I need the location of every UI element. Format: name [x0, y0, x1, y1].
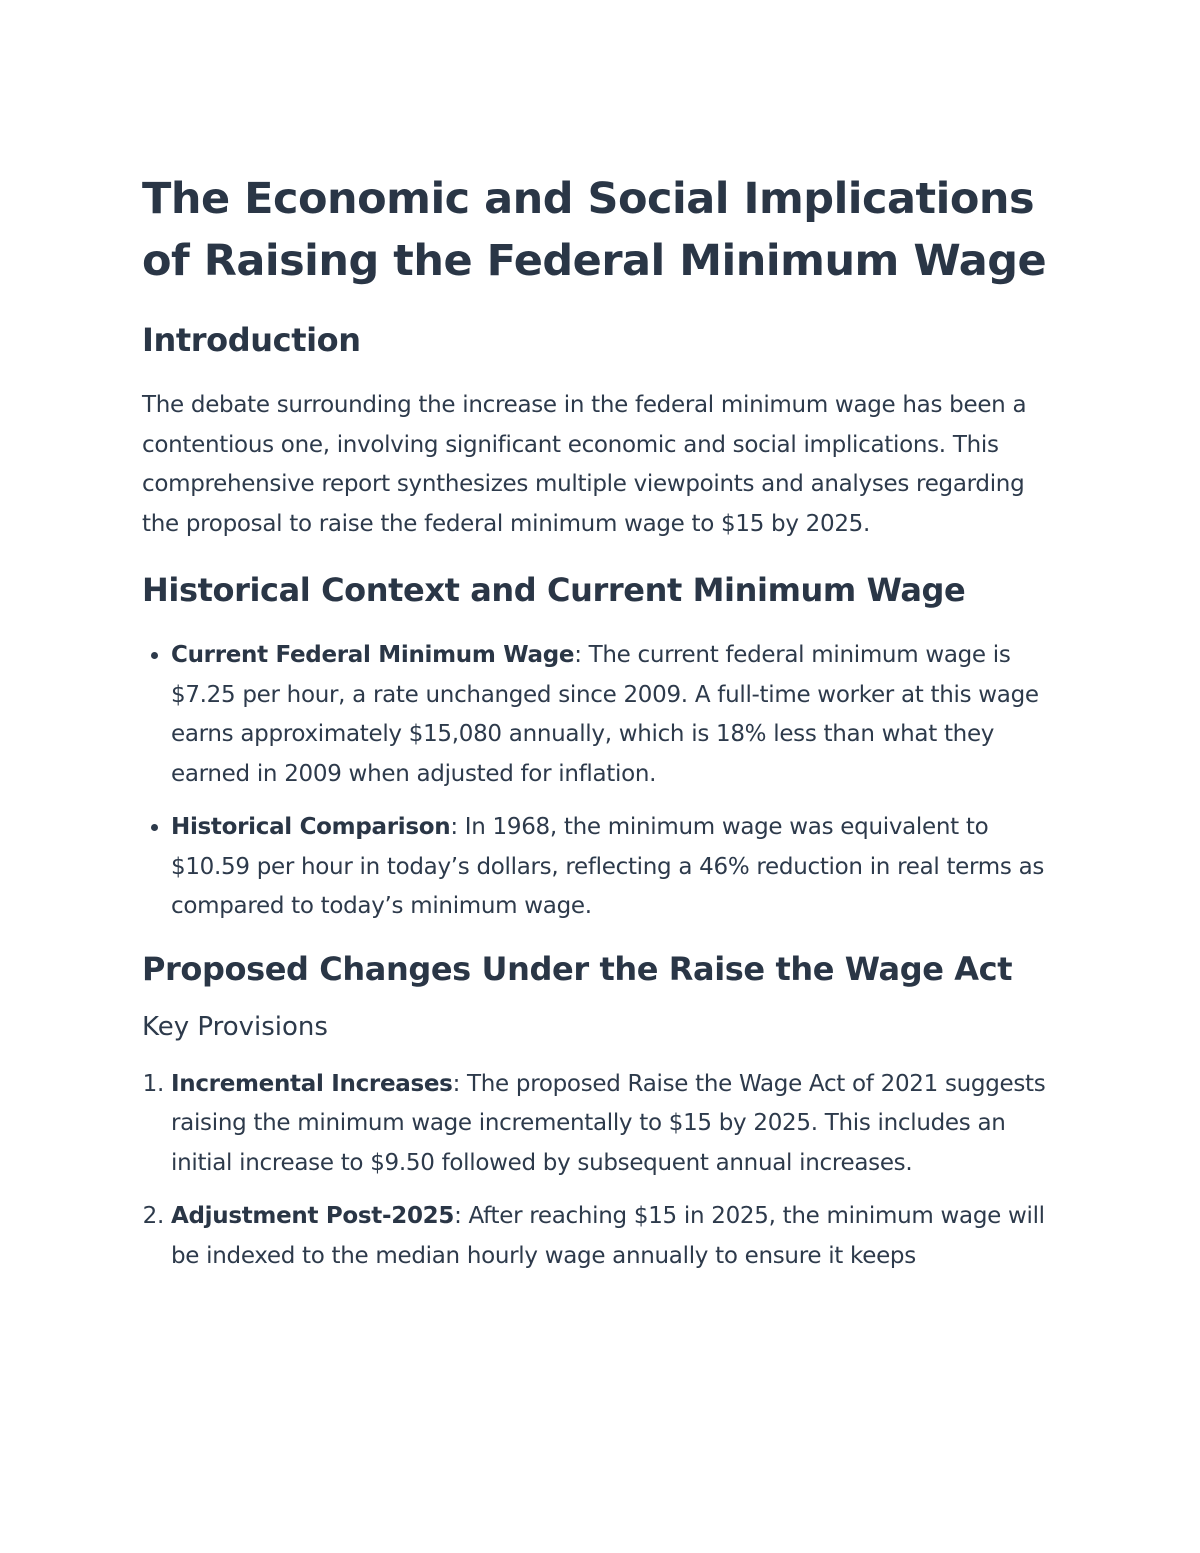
list-item-label: Adjustment Post-2025 — [171, 1203, 455, 1229]
list-item-label: Current Federal Minimum Wage — [171, 642, 575, 668]
historical-context-heading: Historical Context and Current Minimum Wage — [142, 571, 966, 609]
document-page — [142, 168, 1062, 1290]
list-item — [171, 1197, 1062, 1276]
list-item-text: : In 1968, the minimum wage was equivalent to $10.59 per hour in today’s dollars, reflecting a 46% reduction in real terms as compared to today’s minimum wage. — [171, 814, 1045, 919]
key-provisions-subheading: Key Provisions — [142, 1011, 328, 1042]
list-item — [171, 808, 1062, 927]
list-item — [171, 636, 1062, 794]
list-item-text: : The current federal minimum wage is $7.25 per hour, a rate unchanged since 2009. A full-time worker at this wage earns approximately $15,080 annually, which is 18% less than what they earned in 2009 when adjusted for inflation. — [171, 642, 1039, 787]
historical-context-list — [142, 636, 1062, 927]
key-provisions-list — [142, 1065, 1062, 1277]
proposed-changes-heading: Proposed Changes Under the Raise the Wage Act — [142, 949, 1013, 988]
introduction-heading: Introduction — [142, 321, 361, 359]
list-item-label: Historical Comparison — [171, 814, 451, 840]
introduction-paragraph: The debate surrounding the increase in the federal minimum wage has been a contentious one, involving significant economic and social implications. This comprehensive report synthesizes multiple viewpoints and analyses regarding the proposal to raise the federal minimum wage to $15 by 2025. — [142, 392, 1027, 537]
list-item-text: : The proposed Raise the Wage Act of 2021 suggests raising the minimum wage incrementally to $15 by 2025. This includes an initial increase to $9.50 followed by subsequent annual increases. — [171, 1070, 1046, 1176]
list-item — [171, 1065, 1062, 1184]
document-title: The Economic and Social Implications of Raising the Federal Minimum Wage — [142, 174, 1047, 286]
list-item-text: : After reaching $15 in 2025, the minimum wage will be indexed to the median hourly wage annually to ensure it keeps — [171, 1203, 1045, 1269]
list-item-label: Incremental Increases — [171, 1070, 453, 1097]
